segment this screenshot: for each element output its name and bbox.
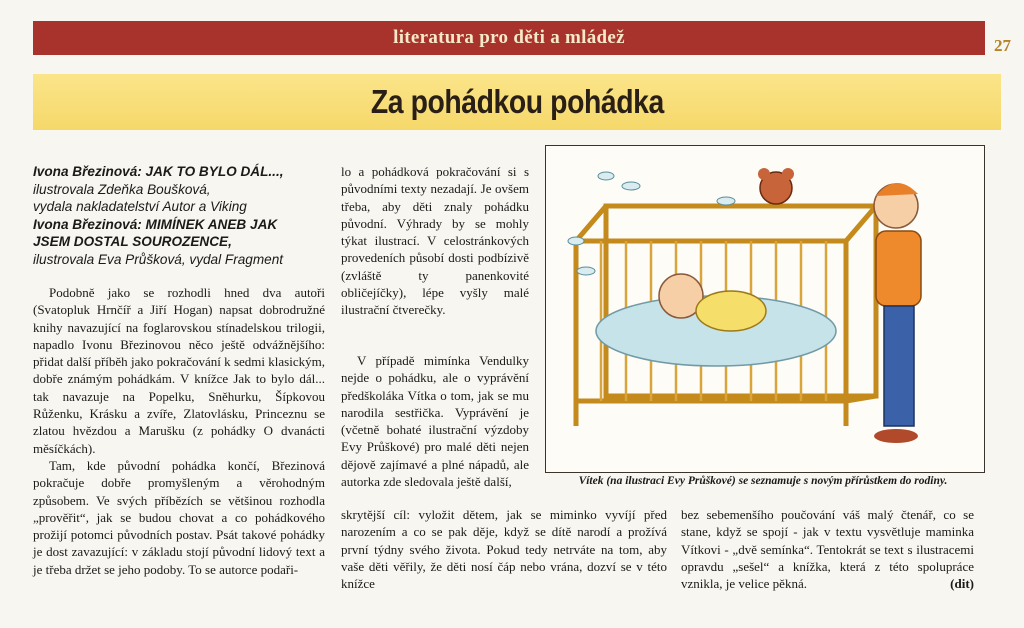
- paragraph-continued: skrytější cíl: vyložit dětem, jak se miminko vyvíjí před narozením a co se pak děje, když se dítě narodí a prožívá první týdny svého života. Pokud tedy netrváte na tom, aby vaše děti věřily, že děti nosí čáp nebo vrána, dozví se v této knížce: [341, 507, 667, 592]
- paragraph: V případě mimínka Vendulky nejde o pohádku, ale o vyprávění předškoláka Vítka o tom, jak se mu narodila sestřička. Vyprávění je (včetně bohaté ilustrační výzdoby Evy Průškové) pro malé děti nejen dějově zajímavé a plné nápadů, ale autorka zde sledovala ještě další,: [341, 353, 529, 490]
- author-signature: (dit): [950, 576, 974, 592]
- text-column-2: [341, 163, 529, 319]
- paragraph: Podobně jako se rozhodli hned dva autoři (Svatopluk Hrnčíř a Jiří Hogan) napsat dobrodružné knihy navazující na foglarovskou stínadelskou trilogii, napadlo Ivonu Březinovou něco ještě odvážnějšího: přidat další příběh jako pokračování k sedmi klasickým, dobře známým pohádkám. V knížce Jak to bylo dál... tak navazuje na Popelku, Sněhurku, Šípkovou Růženku, Krásku a zvíře, Zlatovlásku, Princeznu se zlatou hvězdou a Marušku (z pohádky O dvanácti měsíčkách).: [33, 285, 325, 456]
- crib-illustration-image: [546, 146, 984, 472]
- book-credits: [33, 163, 323, 269]
- paragraph: Tam, kde původní pohádka končí, Březinová pokračuje dobře promyšleným a věrohodným způsobem. Ve svých příbězích se většinou rozhodla „prověřit“, jak se budou chovat a co pohádkového prožijí potomci původních postav. Psát takové pohádky je dost zavazující: v základu stojí původní lidový text a je třeba držet se jeho podoby. To se autorce podaři-: [33, 457, 325, 577]
- paragraph: lo a pohádková pokračování si s původními texty nezadají. Je ovšem třeba, aby děti znaly pohádku původní. Výhrady by se mohly týkat ilustrací. V celostránkových provedeních působí dosti podbízivě (zvláště ty panenkovité obličejíčky), lépe vyšly malé ilustrační čtverečky.: [341, 164, 529, 318]
- text-column-3: [681, 506, 974, 592]
- credit-line: ilustrovala Zdeňka Boušková,: [33, 181, 211, 197]
- illustration-crib-scene: [545, 145, 985, 473]
- figure-caption: Vítek (na ilustraci Evy Průškové) se seznamuje s novým přírůstkem do rodiny.: [578, 475, 948, 487]
- section-title: literatura pro děti a mládež: [393, 27, 625, 48]
- credit-line: Ivona Březinová: JAK TO BYLO DÁL...,: [33, 164, 284, 179]
- paragraph: [681, 506, 974, 592]
- credit-line: ilustrovala Eva Průšková, vydal Fragment: [33, 251, 284, 267]
- page-number: 27: [994, 36, 1011, 55]
- section-header-bar: [33, 21, 985, 55]
- paragraph-text: bez sebemenšího poučování váš malý čtenář, co se stane, když se spojí - jak v textu vysvětluje maminka Vítkovi - „dvě semínka“. Tentokrát se text s ilustracemi opravdu „sešel“ a knížka, která z této spolupráce vznikla, je velice pěkná.: [681, 507, 974, 592]
- title-band: [33, 74, 1001, 130]
- credit-line: vydala nakladatelství Autor a Viking: [33, 199, 247, 215]
- text-column-2-bottom: [341, 506, 667, 592]
- text-column-1: [33, 284, 325, 578]
- text-column-2-continued: [341, 352, 529, 490]
- credit-line: JSEM DOSTAL SOUROZENCE,: [33, 234, 232, 250]
- credit-line: Ivona Březinová: MIMÍNEK ANEB JAK: [33, 216, 278, 232]
- article-title: Za pohádkou pohádka: [370, 83, 664, 120]
